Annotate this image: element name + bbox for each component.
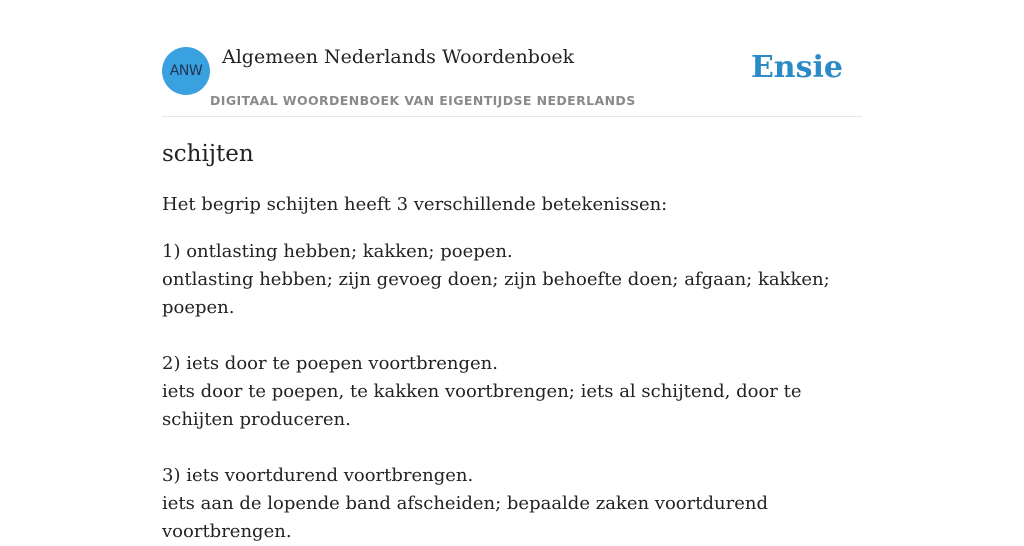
ensie-logo[interactable]: Ensie xyxy=(750,50,843,85)
meaning-description: iets door te poepen, te kakken voortbrengen; iets al schijtend, door te schijten produceren. xyxy=(162,381,802,430)
meaning-3 xyxy=(162,462,862,546)
meaning-1 xyxy=(162,238,862,322)
intro-text: Het begrip schijten heeft 3 verschillende betekenissen: xyxy=(162,194,668,215)
meaning-title: 1) ontlasting hebben; kakken; poepen. xyxy=(162,241,513,262)
meaning-2 xyxy=(162,350,862,434)
page-title: schijten xyxy=(162,141,254,167)
anw-logo[interactable]: ANW xyxy=(162,47,210,95)
meaning-description: ontlasting hebben; zijn gevoeg doen; zijn behoefte doen; afgaan; kakken; poepen. xyxy=(162,269,830,318)
site-header xyxy=(162,0,862,117)
page xyxy=(162,0,862,546)
meaning-title: 2) iets door te poepen voortbrengen. xyxy=(162,353,498,374)
meaning-title: 3) iets voortdurend voortbrengen. xyxy=(162,465,474,486)
meaning-description: iets aan de lopende band afscheiden; bepaalde zaken voortdurend voortbrengen. xyxy=(162,493,768,542)
site-title[interactable]: Algemeen Nederlands Woordenboek xyxy=(222,46,575,68)
site-subtitle: DIGITAAL WOORDENBOEK VAN EIGENTIJDSE NEDERLANDS xyxy=(210,93,636,108)
